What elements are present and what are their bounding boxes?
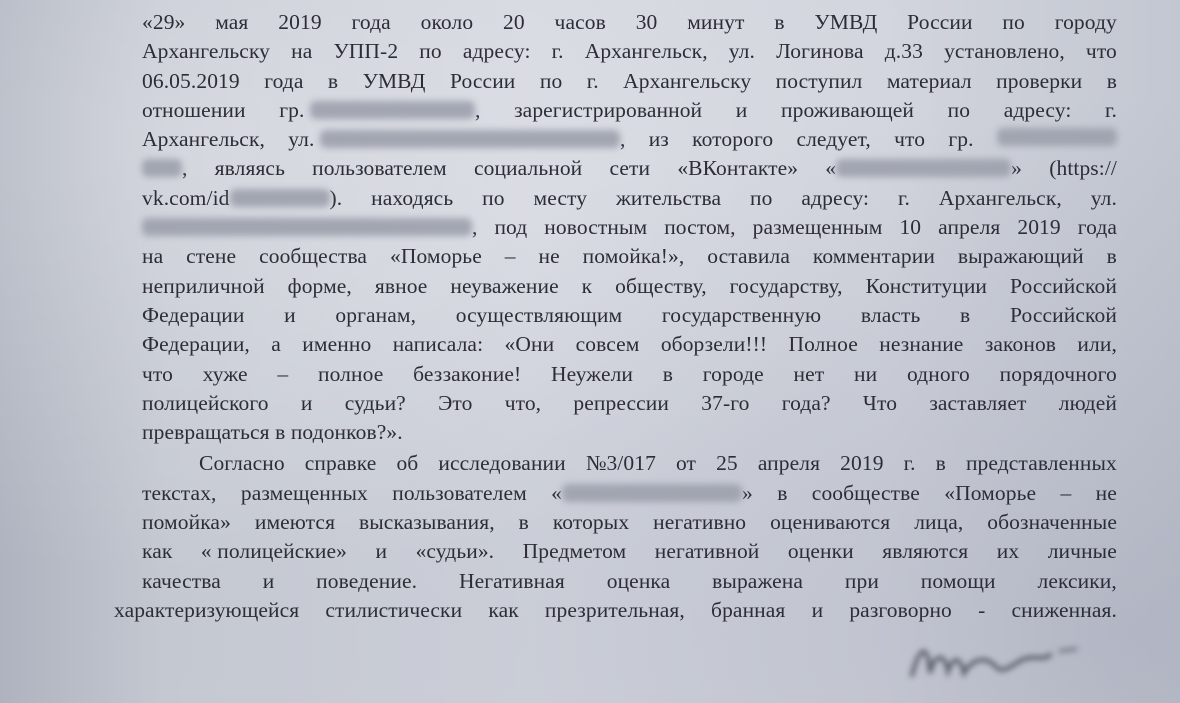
p1-line-2	[142, 37, 1117, 66]
word: а	[271, 332, 281, 357]
p2-line-5	[142, 567, 1117, 596]
word: на	[142, 244, 164, 269]
word: заставляет	[929, 390, 1027, 415]
word: Конституции	[865, 273, 988, 298]
redacted-username-fragment: « »	[825, 156, 1023, 181]
word: установлено,	[944, 39, 1065, 64]
word: и	[735, 97, 748, 122]
word: постом,	[664, 215, 736, 240]
word: Негативная	[458, 568, 565, 593]
word: 25	[716, 451, 738, 476]
redacted-surname	[310, 101, 475, 119]
word: апреля	[938, 215, 1001, 240]
word: об	[396, 451, 419, 476]
word: «Поморье	[944, 480, 1037, 505]
word: лексики,	[1037, 568, 1117, 593]
word: при	[844, 568, 879, 593]
word: минут	[687, 10, 745, 34]
redacted-username	[562, 484, 742, 502]
word: одного	[906, 361, 970, 386]
word: выражена	[712, 568, 804, 593]
word: качества	[142, 568, 221, 593]
word: которых	[552, 510, 630, 535]
word: как	[142, 539, 173, 564]
word: по	[419, 39, 442, 64]
word: сниженная.	[1011, 597, 1117, 622]
word: текстах,	[142, 480, 217, 505]
p1-line-15	[142, 418, 1117, 447]
word: Архангельск,	[142, 127, 265, 152]
p2-line-1	[142, 449, 1117, 478]
p1-line-9	[142, 242, 1117, 271]
word: УМВД	[814, 10, 878, 34]
word: в	[774, 10, 785, 34]
redacted-user-id	[230, 189, 330, 207]
word: 2019	[278, 10, 322, 34]
word: по	[1002, 10, 1025, 34]
word: в	[1106, 68, 1117, 93]
word: материал	[886, 68, 972, 93]
word: в	[327, 68, 339, 93]
word: оцениваются	[770, 510, 891, 535]
word: года	[351, 10, 391, 34]
word: новостным	[544, 215, 648, 240]
word: беззаконие!	[413, 361, 522, 386]
word: представленных	[965, 451, 1117, 476]
word: «29»	[142, 10, 186, 34]
word: размещенным	[752, 215, 883, 240]
word: на	[291, 39, 313, 64]
word: порядочного	[999, 361, 1117, 386]
word: России	[907, 10, 973, 34]
word: личные	[1047, 539, 1117, 564]
word: негативной	[654, 539, 760, 564]
p1-line-4	[142, 96, 1117, 125]
word: что	[142, 361, 173, 386]
word: Федерации	[142, 302, 245, 327]
word: совсем	[575, 332, 640, 357]
word: комментарии	[812, 244, 935, 269]
word: г.	[586, 68, 599, 93]
word: Полное	[788, 332, 858, 357]
word: ул.	[728, 39, 755, 64]
p1-line-13	[142, 360, 1117, 389]
word: по	[482, 185, 505, 210]
word: в	[960, 302, 971, 327]
word: нет	[793, 361, 825, 386]
word: именно	[302, 332, 372, 357]
word: помойка!»,	[582, 244, 685, 269]
p1-line-7	[142, 184, 1117, 213]
word: неприличной	[142, 273, 265, 298]
word: УПП-2	[333, 39, 399, 64]
word: адресу:	[462, 39, 531, 64]
redacted-address	[320, 130, 620, 148]
word: форме,	[287, 273, 352, 298]
redacted-address-fragment: ,	[142, 213, 477, 242]
word: являясь	[214, 156, 285, 181]
word: и	[300, 390, 313, 415]
word: в	[1106, 244, 1117, 269]
word: Что	[862, 390, 898, 415]
redacted-initials	[142, 159, 182, 177]
word: оставила	[707, 244, 790, 269]
word: зарегистрированной	[514, 97, 703, 122]
word: №3/017	[585, 451, 656, 476]
word: городе	[702, 361, 764, 386]
word: и	[284, 302, 296, 327]
redacted-address	[142, 218, 472, 236]
word: России	[450, 68, 516, 93]
word: что	[894, 127, 926, 152]
word: –	[1060, 480, 1072, 505]
word: как	[488, 597, 519, 622]
word: года?	[781, 390, 831, 415]
word: года	[264, 68, 304, 93]
word: осуществляющим	[455, 302, 623, 327]
word: и	[262, 568, 275, 593]
word: часов	[554, 10, 606, 34]
word: из	[648, 127, 669, 152]
signature-scribble-icon	[900, 615, 1090, 695]
word: обществу,	[615, 273, 707, 298]
word: полицейского	[142, 390, 269, 415]
word: по	[539, 68, 563, 93]
p1-line-14	[142, 389, 1117, 418]
word: Это	[438, 390, 473, 415]
word: что,	[504, 390, 542, 415]
word: размещенных	[240, 480, 368, 505]
word: Архангельску	[142, 39, 271, 64]
word: д.33	[884, 39, 923, 64]
word: –	[504, 244, 516, 269]
word: в	[935, 451, 946, 476]
word: оборзели!!!	[660, 332, 768, 357]
p1-line-11	[142, 301, 1117, 330]
word: высказывания,	[359, 510, 495, 535]
word: от	[675, 451, 697, 476]
word: по	[750, 185, 773, 210]
word: УМВД	[362, 68, 426, 93]
word: Федерации,	[142, 332, 250, 357]
word: Согласно	[199, 451, 285, 476]
word: 10	[899, 215, 922, 240]
word: поступил	[775, 68, 863, 93]
word: явное	[374, 273, 428, 298]
word: хуже	[202, 361, 248, 386]
redacted-surname	[997, 128, 1117, 146]
word: сети	[609, 156, 651, 181]
word: характеризующейся	[114, 597, 300, 622]
word: адресу:	[1003, 97, 1072, 122]
redacted-address-fragment: ул. ,	[288, 127, 626, 152]
p2-line-4	[142, 537, 1117, 566]
word: Российской	[1009, 273, 1117, 298]
quoted-term: « полицейские»	[200, 539, 347, 564]
p1-line-12	[142, 330, 1117, 359]
word: 30	[635, 10, 658, 34]
word: 37-го	[701, 390, 750, 415]
word: апреля	[757, 451, 821, 476]
word: 06.05.2019	[142, 68, 240, 93]
word: лица,	[914, 510, 964, 535]
word: г.	[898, 185, 910, 210]
word: отношении	[142, 97, 246, 122]
word: г.	[551, 39, 564, 64]
word: разговорно	[849, 597, 952, 622]
word: выражающий	[957, 244, 1084, 269]
word: адресу:	[801, 185, 870, 210]
word: которого	[692, 127, 774, 152]
word: помощи	[920, 568, 996, 593]
p1-line-3	[142, 67, 1117, 96]
paragraph-end-line: превращаться в подонков?».	[142, 420, 403, 445]
word: законов	[984, 332, 1057, 357]
word: Логинова	[776, 39, 864, 64]
word: негативно	[653, 510, 747, 535]
word: Архангельск,	[584, 39, 708, 64]
word: 20	[503, 10, 525, 34]
word: мая	[215, 10, 249, 34]
p2-line-2	[142, 479, 1117, 508]
word: ни	[854, 361, 878, 386]
word: г.	[903, 451, 916, 476]
word: сообщества	[259, 244, 368, 269]
word: в	[777, 480, 788, 505]
word: 2019	[1017, 215, 1061, 240]
word: что	[1085, 39, 1117, 64]
word: «ВКонтакте»	[677, 156, 799, 181]
word: Российской	[1009, 302, 1117, 327]
word: «судьи».	[415, 539, 495, 564]
word: обозначенные	[987, 510, 1117, 535]
word: Архангельску	[623, 68, 752, 93]
word: людей	[1058, 390, 1117, 415]
word: поведение.	[316, 568, 418, 593]
word: г.	[1105, 97, 1117, 122]
word: написала:	[392, 332, 484, 357]
word: «Поморье	[389, 244, 482, 269]
word: находясь	[371, 185, 454, 210]
word: не	[538, 244, 560, 269]
word: стилистически	[325, 597, 463, 622]
word: социальной	[473, 156, 583, 181]
word: следует,	[796, 127, 871, 152]
handwritten-signature	[900, 615, 1090, 695]
word: ул.	[1090, 185, 1117, 210]
word: сообществе	[811, 480, 920, 505]
p1-line-10	[142, 272, 1117, 301]
word: и	[375, 539, 388, 564]
word: бранная	[711, 597, 786, 622]
word: около	[420, 10, 474, 34]
word: к	[581, 273, 593, 298]
word: презрительная,	[544, 597, 685, 622]
word: оценки	[787, 539, 854, 564]
word: -	[978, 597, 986, 622]
word: проверки	[996, 68, 1083, 93]
redacted-username	[836, 159, 1011, 177]
word: и	[811, 597, 824, 622]
word: (https://	[1049, 156, 1117, 181]
word: справке	[304, 451, 377, 476]
word: Неужели	[550, 361, 634, 386]
word: незнание	[879, 332, 964, 357]
word: государственную	[661, 302, 822, 327]
p2-line-3	[142, 508, 1117, 537]
word: исследовании	[438, 451, 566, 476]
p1-line-5	[142, 125, 1117, 154]
word: в	[518, 510, 529, 535]
word: не	[1095, 480, 1117, 505]
redacted-username-fragment: « »	[551, 480, 753, 505]
word: являются	[882, 539, 969, 564]
word: жительства	[615, 185, 722, 210]
word: имеются	[254, 510, 336, 535]
word: 2019	[840, 451, 884, 476]
redacted-name-fragment: гр. ,	[279, 97, 481, 122]
word: месту	[533, 185, 588, 210]
word: полное	[317, 361, 384, 386]
word: стене	[186, 244, 237, 269]
p1-line-6	[142, 154, 1117, 183]
word: оценка	[606, 568, 671, 593]
word: года	[1077, 215, 1117, 240]
redacted-initials-fragment: ,	[142, 154, 187, 183]
word: судьи?	[344, 390, 406, 415]
word: государству,	[729, 273, 843, 298]
redacted-profile-link: vk.com/id ).	[142, 185, 343, 210]
word: под	[494, 215, 528, 240]
word: гр.	[948, 127, 974, 152]
word: Архангельск,	[938, 185, 1062, 210]
word: –	[277, 361, 289, 386]
word: в	[662, 361, 674, 386]
word: проживающей	[781, 97, 915, 122]
word: пользователем	[392, 480, 527, 505]
word: помойка»	[142, 510, 231, 535]
word: «Они	[504, 332, 555, 357]
word: городу	[1054, 10, 1117, 34]
word: неуважение	[450, 273, 559, 298]
word: их	[996, 539, 1020, 564]
word: пользователем	[312, 156, 447, 181]
word: репрессии	[573, 390, 670, 415]
word: власть	[860, 302, 921, 327]
word: по	[947, 97, 971, 122]
word: органам,	[335, 302, 417, 327]
p1-line-8	[142, 213, 1117, 242]
document-text	[114, 8, 1117, 625]
p1-line-1	[142, 8, 1117, 37]
word: Предметом	[522, 539, 627, 564]
word: или,	[1077, 332, 1117, 357]
